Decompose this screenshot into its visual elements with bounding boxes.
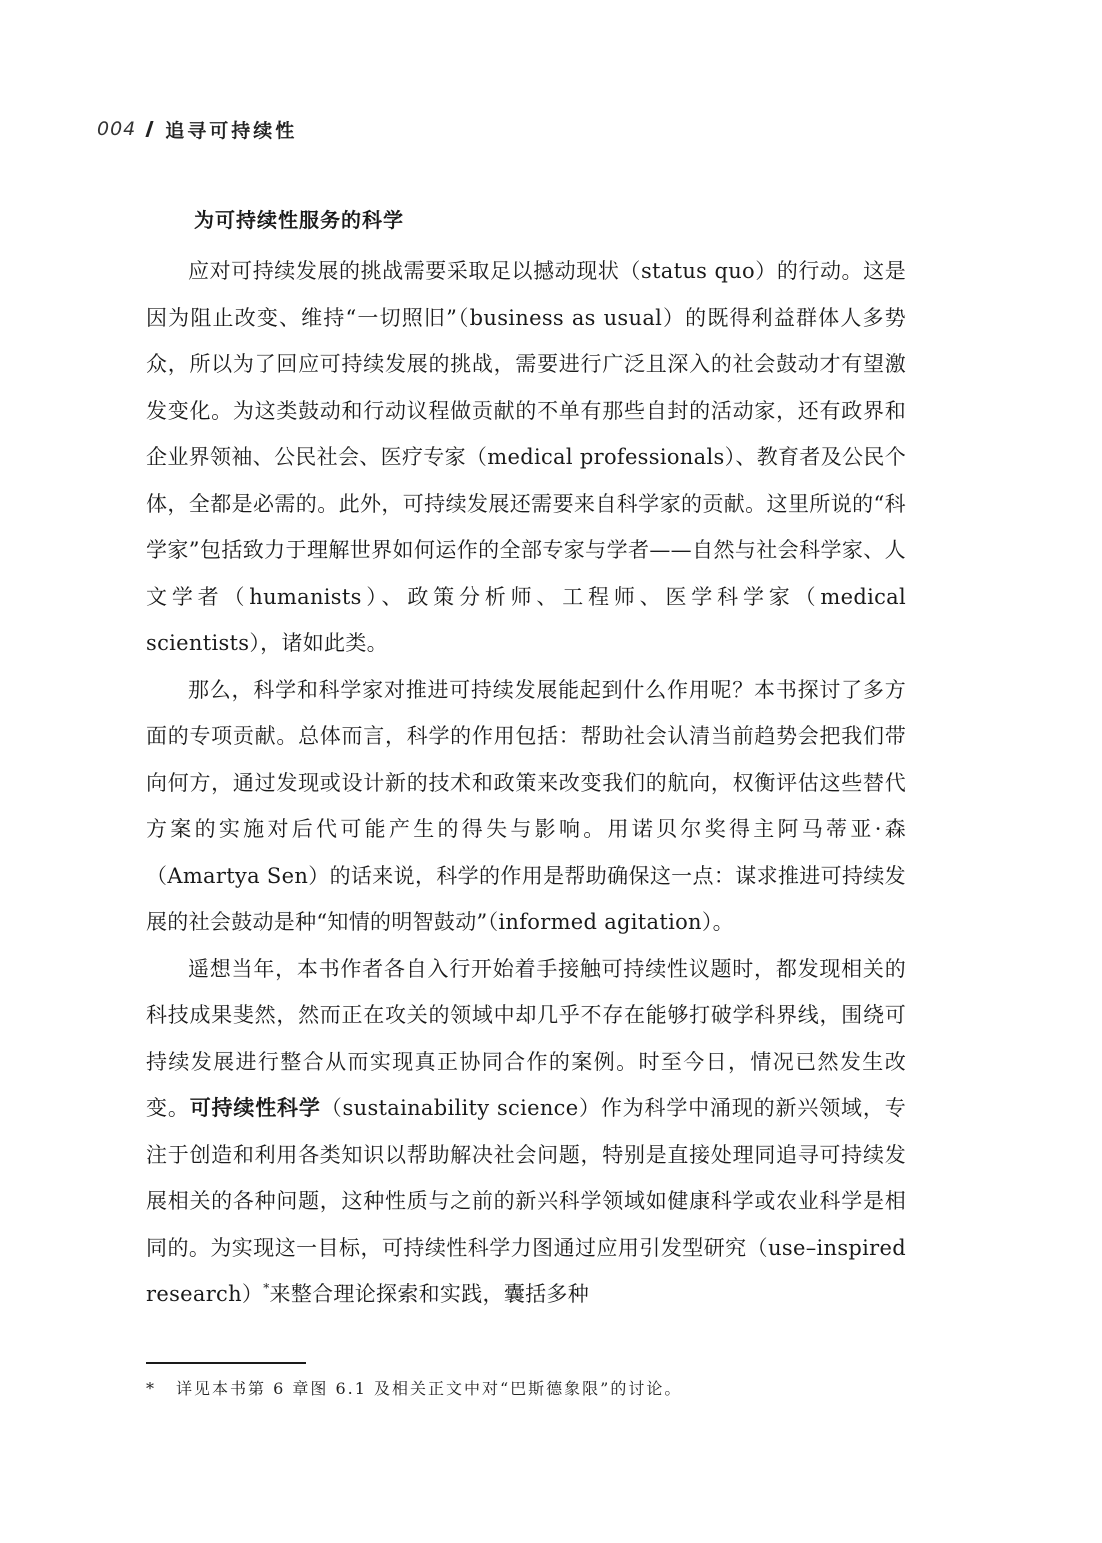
bold-term: 可持续性科学 bbox=[189, 1095, 321, 1120]
footnote-text: 详见本书第 6 章图 6.1 及相关正文中对“巴斯德象限”的讨论。 bbox=[176, 1379, 683, 1398]
footnote-mark: * bbox=[146, 1379, 156, 1398]
paragraph-3 bbox=[146, 946, 906, 1318]
page-number: 004 bbox=[97, 118, 137, 140]
footnote-reference: * bbox=[263, 1281, 270, 1295]
footnote-divider bbox=[146, 1362, 306, 1364]
header-separator bbox=[146, 121, 154, 137]
paragraph-1 bbox=[146, 248, 906, 667]
paragraph-2-text: 那么，科学和科学家对推进可持续发展能起到什么作用呢？本书探讨了多方面的专项贡献。总体而言，科学的作用包括：帮助社会认清当前趋势会把我们带向何方，通过发现或设计新的技术和政策来改变我们的航向，权衡评估这些替代方案的实施对后代可能产生的得失与影响。用诺贝尔奖得主阿马蒂亚·森（Amartya Sen）的话来说，科学的作用是帮助确保这一点：谋求推进可持续发展的社会鼓动是种“知情的明智鼓动”（informed agitation）。 bbox=[146, 677, 906, 934]
body-text bbox=[146, 248, 906, 1318]
paragraph-2 bbox=[146, 667, 906, 946]
running-title: 追寻可持续性 bbox=[165, 119, 298, 142]
paragraph-3-text-end: 来整合理论探索和实践，囊括多种 bbox=[269, 1282, 590, 1306]
paragraph-1-text: 应对可持续发展的挑战需要采取足以撼动现状（status quo）的行动。这是因为阻止改变、维持“一切照旧”（business as usual）的既得利益群体人多势众，所以为了回应可持续发展的挑战，需要进行广泛且深入的社会鼓动才有望激发变化。为这类鼓动和行动议程做贡献的不单有那些自封的活动家，还有政界和企业界领袖、公民社会、医疗专家（medical professionals）、教育者及公民个体，全都是必需的。此外，可持续发展还需要来自科学家的贡献。这里所说的“科学家”包括致力于理解世界如何运作的全部专家与学者——自然与社会科学家、人文学者（humanists）、政策分析师、工程师、医学科学家（medical scientists），诸如此类。 bbox=[146, 259, 906, 655]
paragraph-3-text-middle: （sustainability science）作为科学中涌现的新兴领域，专注于创造和利用各类知识以帮助解决社会问题，特别是直接处理同追寻可持续发展相关的各种问题，这种性质与之前的新兴科学领域如健康科学或农业科学是相同的。为实现这一目标，可持续性科学力图通过应用引发型研究（use–inspired research） bbox=[146, 1096, 906, 1306]
footnote bbox=[146, 1376, 682, 1402]
section-title: 为可持续性服务的科学 bbox=[194, 208, 404, 232]
paragraph-3-text-start: 遥想当年，本书作者各自入行开始着手接触可持续性议题时，都发现相关的科技成果斐然，然而正在攻关的领域中却几乎不存在能够打破学科界线，围绕可持续发展进行整合从而实现真正协同合作的案例。时至今日，情况已然发生改变。 bbox=[146, 956, 906, 1120]
running-header bbox=[97, 116, 297, 142]
